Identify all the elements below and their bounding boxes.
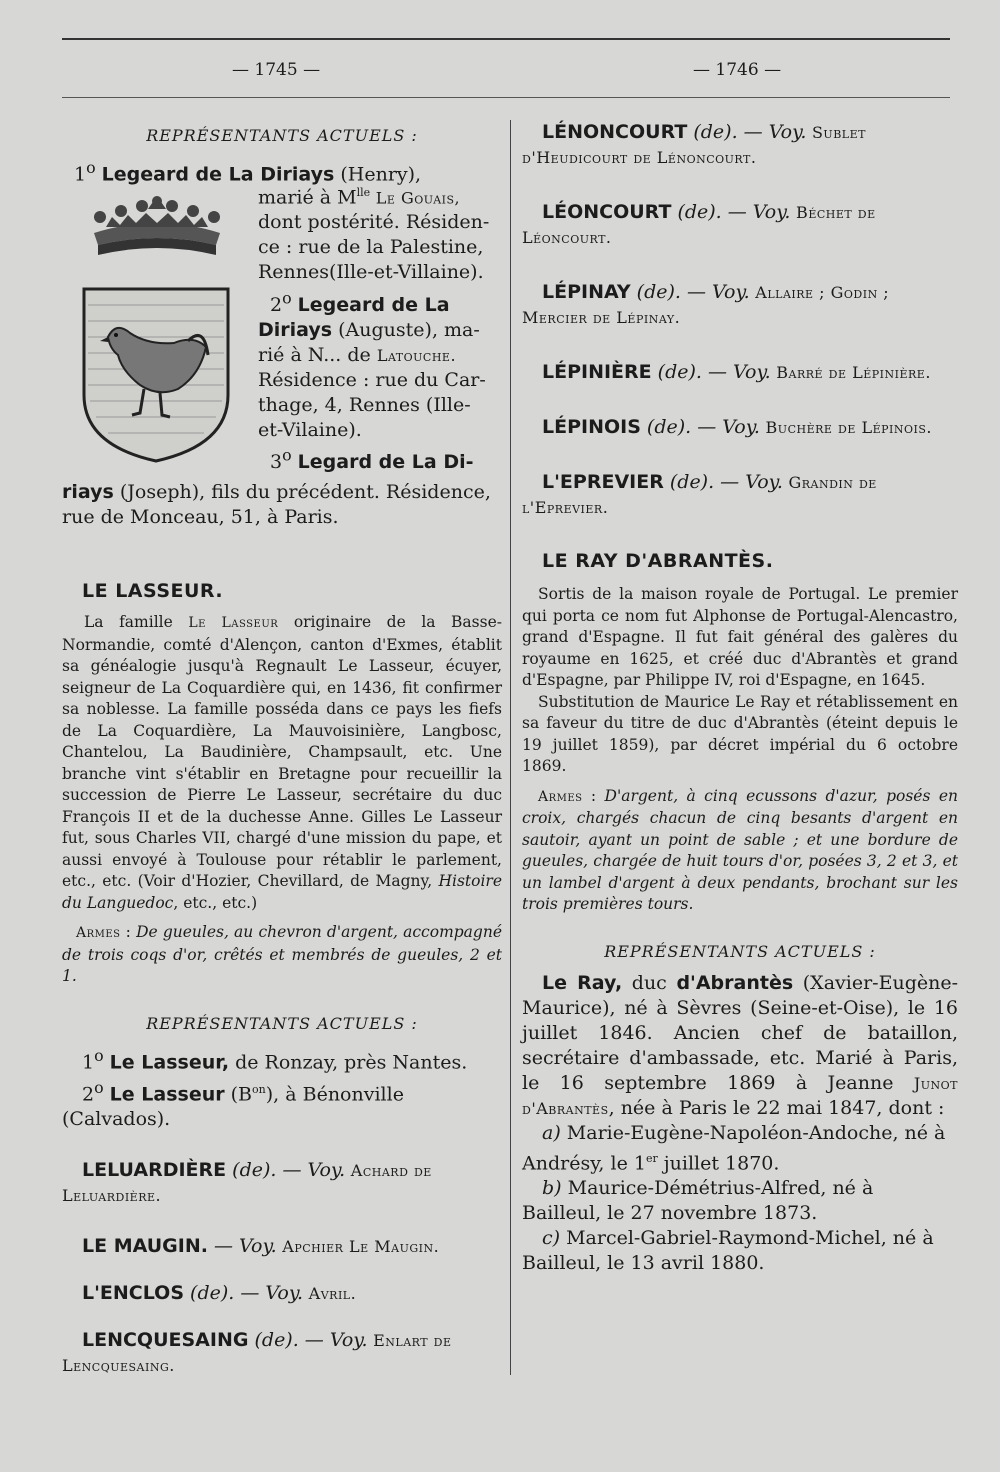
page-number-left: — 1745 — — [232, 60, 321, 80]
cross-reference: LÉPINAY (de). — Voy. Allaire ; Godin ; Mercier de Lépinay. — [522, 281, 890, 327]
header-rule — [62, 97, 950, 98]
family-history: Substitution de Maurice Le Ray et rétablissement en sa faveur du titre de duc d'Abrantès (éteint depuis le 19 juillet 1859), par décret impérial du 6 octobre 1869. — [522, 692, 958, 775]
cross-reference: L'ENCLOS (de). — Voy. Avril. — [82, 1282, 357, 1305]
person-name: Legeard de La — [297, 293, 450, 316]
child-item: b) Maurice-Démétrius-Alfred, né à Bailleul, le 27 novembre 1873. — [522, 1176, 874, 1224]
coat-of-arms-text: Armes : D'argent, à cinq ecussons d'azur, posés en croix, chargés chacun de cinq besants d'argent en sautoir, ayant un point de sable ; et une bordure de gueules, chargée de huit tours d'or, posées 3, 2 et 3, et un lambel d'argent à deux pendants, brochant sur les trois premières tours. — [522, 786, 958, 913]
representative-item: Le Ray, duc d'Abrantès (Xavier-Eugène-Maurice), né à Sèvres (Seine-et-Oise), le 16 juillet 1846. Ancien chef de bataillon, secrétaire d'ambassade, etc. Marié à Paris, le 16 septembre 1869 à Jeanne Junot d'Abrantès, née à Paris le 22 mai 1847, dont : — [522, 971, 958, 1119]
left-column — [62, 120, 502, 1378]
right-column — [522, 120, 958, 1276]
section-label: REPRÉSENTANTS ACTUELS : — [604, 941, 876, 961]
section-label: REPRÉSENTANTS ACTUELS : — [146, 126, 418, 145]
person-name: Legard de La Di- — [297, 450, 474, 473]
legeard-entry: 1$^o$ Legeard de La Diriays (Henry), marié à $M^{lle}$ Le Gouais, dont postérité. Résiden- ce : rue de la Palestine, Rennes(Ille-et-Villaine). 2$^o$ Legeard de La Diriays (Auguste), ma- rié à N... de Latouche. Résidence : rue du Car- thage, 4, Rennes (Ille- et-Vilaine). 3$^o$ Legard de La Di- riays (Joseph), fils du précédent. Résidence, rue de Monceau, 51, à Paris. — [62, 158, 491, 528]
column-divider — [510, 120, 511, 1375]
family-heading: LE RAY D'ABRANTÈS. — [542, 550, 774, 572]
cross-reference: LELUARDIÈRE (de). — Voy. Achard de Leluardière. — [62, 1159, 432, 1206]
cross-reference: LENCQUESAING (de). — Voy. Enlart de Lencquesaing. — [62, 1329, 452, 1376]
top-rule — [62, 38, 950, 40]
section-label: REPRÉSENTANTS ACTUELS : — [146, 1013, 418, 1033]
page-number-right: — 1746 — — [693, 60, 782, 80]
cross-reference: L'EPREVIER (de). — Voy. Grandin de l'Eprevier. — [522, 471, 877, 517]
child-item: a) Marie-Eugène-Napoléon-Andoche, né à Andrésy, le 1er juillet 1870. — [522, 1121, 946, 1174]
cross-reference: LÉNONCOURT (de). — Voy. Sublet d'Heudicourt de Lénoncourt. — [522, 121, 866, 167]
representative-item: 2$^o$ Le Lasseur $(B^{on})$, à Bénonville (Calvados). — [62, 1077, 404, 1131]
cross-reference: LÉPINIÈRE (de). — Voy. Barré de Lépinière. — [542, 361, 931, 383]
cross-reference: LÉPINOIS (de). — Voy. Buchère de Lépinois. — [542, 416, 932, 438]
family-heading: LE LASSEUR. — [82, 580, 224, 602]
representative-item: 1$^o$ Le Lasseur, de Ronzay, près Nantes. — [82, 1045, 468, 1073]
family-history: Sortis de la maison royale de Portugal. Le premier qui porta ce nom fut Alphonse de Portugal-Alencastro, grand d'Espagne. Il fut fait général des galères du royaume en 1625, et créé duc d'Abrantès et grand d'Espagne, par Philippe IV, roi d'Espagne, en 1645. — [522, 585, 958, 689]
person-name: Legeard de La Diriays — [101, 163, 335, 186]
family-history: La famille Le Lasseur originaire de la Basse-Normandie, comté d'Alençon, canton d'Exmes, établit sa généalogie jusqu'à Regnault Le Lasseur, écuyer, seigneur de La Coquardière qui, en 1436, fit confirmer sa noblesse. La famille posséda dans ce pays les fiefs de La Coquardière, La Mauvoisinière, Langbosc, Chantelou, La Baudinière, Champsault, etc. Une branche vint s'établir en Bretagne pour recueillir la succession de Pierre Le Lasseur, secrétaire du duc François II et de la duchesse Anne. Gilles Le Lasseur fut, sous Charles VII, chargé d'une mission du pape, et aussi envoyé à Toulouse pour rétablir le parlement, etc., etc. (Voir d'Hozier, Chevillard, de Magny, Histoire du Languedoc, etc., etc.) — [62, 613, 502, 912]
cross-reference: LE MAUGIN. — Voy. Apchier Le Maugin. — [82, 1235, 440, 1258]
child-item: c) Marcel-Gabriel-Raymond-Michel, né à Bailleul, le 13 avril 1880. — [522, 1226, 934, 1274]
cross-reference: LÉONCOURT (de). — Voy. Béchet de Léoncourt. — [522, 201, 876, 247]
coat-of-arms-text: Armes : De gueules, au chevron d'argent, accompagné de trois coqs d'or, crêtés et membrés de gueules, 2 et 1. — [62, 923, 503, 985]
